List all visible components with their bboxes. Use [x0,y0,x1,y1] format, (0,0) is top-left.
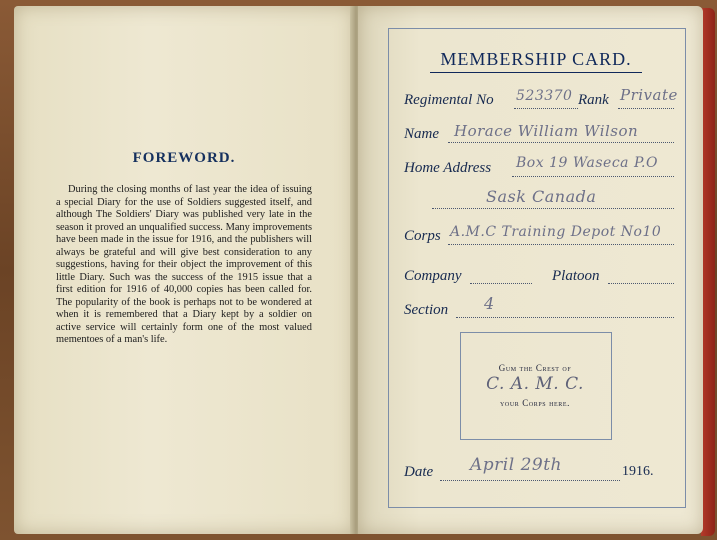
rank-label: Rank [578,92,609,108]
home-address-value-2: Sask Canada [486,187,597,206]
platoon-line [608,283,674,284]
company-line [470,283,532,284]
section-line [456,317,674,318]
foreword-title: FOREWORD. [132,150,236,166]
name-value: Horace William Wilson [454,122,639,140]
company-label: Company [404,268,462,284]
platoon-label: Platoon [552,268,600,284]
section-label: Section [404,302,449,318]
name-line [448,142,674,143]
page-edge-red [701,8,715,536]
regimental-no-label: Regimental No [404,92,494,108]
home-address-value-1: Box 19 Waseca P.O [516,155,658,171]
card-title-underline [430,72,642,73]
regimental-no-value: 523370 [516,88,573,104]
crest-instruction-line1: Gum the Crest of [498,363,572,373]
crest-handwritten: C. A. M. C. [486,374,584,394]
card-title: MEMBERSHIP CARD. [440,49,632,69]
date-value: April 29th [470,455,562,475]
section-value: 4 [484,294,495,313]
home-address-label: Home Address [404,160,492,176]
date-year: 1916. [622,464,654,479]
home-address-line-2 [432,208,674,209]
date-label: Date [404,464,434,480]
rank-value: Private [620,86,678,104]
crest-instruction-line2: your Corps here. [499,398,571,408]
corps-label: Corps [404,228,441,244]
home-address-line-1 [512,176,674,177]
corps-line [448,244,674,245]
date-line [440,480,620,481]
foreword-body: During the closing months of last year the idea of issuing a special Diary for the use of Soldiers suggested itself, and although The Soldiers' Diary was published very late in the season it proved an unqualified success. Many improvements have been made in the issue for 1916, and the publishers will always be grateful and will give best consideration to any suggestions, having for their object the improvement of this little Diary. Such was the success of the 1915 issue that a first edition for 1916 of 40,000 copies has been called for. The popularity of the book is perhaps not to be wondered at when it is remembered that a Diary kept by a soldier on active service will certainly form one of the most valued mementoes of a man's life. [56,184,312,345]
rank-line [618,108,674,109]
name-label: Name [404,126,439,142]
corps-value: A.M.C Training Depot No10 [450,224,662,240]
regimental-no-line [514,108,578,109]
